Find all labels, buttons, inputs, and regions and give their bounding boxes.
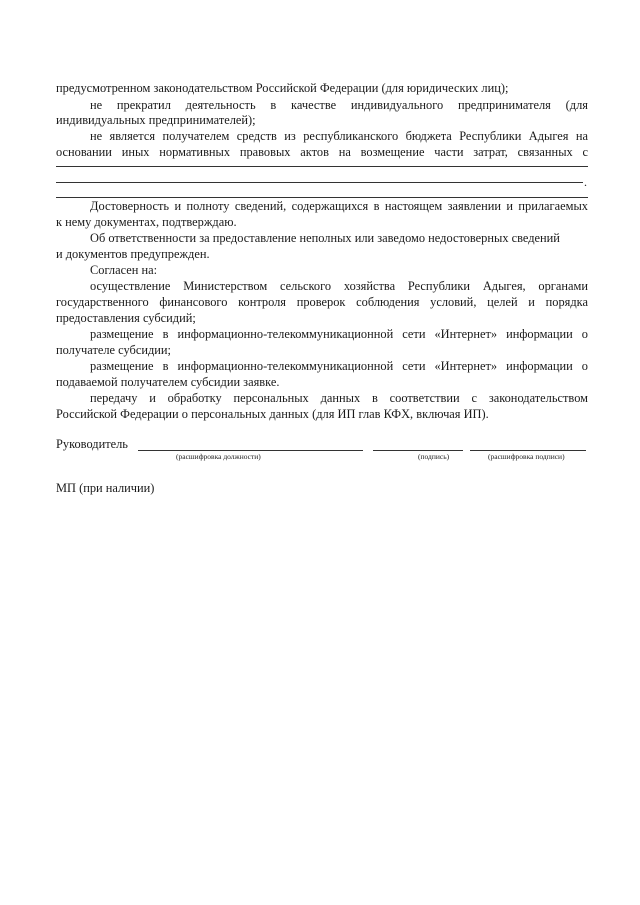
text-line: и документов предупрежден. — [56, 247, 210, 261]
text-line: не прекратил деятельность в качестве индивидуального предпринимателя (для — [90, 98, 588, 112]
position-line — [138, 450, 363, 451]
text-line: размещение в информационно-телекоммуникационной сети «Интернет» информации о — [90, 359, 588, 373]
name-line — [470, 450, 586, 451]
text-line: осуществление Министерством сельского хозяйства Республики Адыгея, органами — [90, 279, 588, 293]
signature-line — [373, 450, 463, 451]
text-line: Достоверность и полноту сведений, содержащихся в настоящем заявлении и прилагаемых — [90, 199, 588, 213]
text-line: не является получателем средств из республиканского бюджета Республики Адыгея на — [90, 129, 588, 143]
caption-name: (расшифровка подписи) — [488, 452, 565, 461]
blank-fill-line — [56, 166, 588, 167]
text-line: предоставления субсидий; — [56, 311, 196, 325]
blank-fill-line — [56, 182, 583, 183]
text-line: государственного финансового контроля проверок соблюдения условий, целей и порядка — [56, 295, 588, 309]
line-end-dot: . — [584, 175, 587, 189]
text-line: подаваемой получателем субсидии заявке. — [56, 375, 280, 389]
text-line: основании иных нормативных правовых актов на возмещение части затрат, связанных с — [56, 145, 588, 159]
text-line: получателе субсидии; — [56, 343, 171, 357]
stamp-note: МП (при наличии) — [56, 481, 155, 495]
text-line: Российской Федерации о персональных данных (для ИП глав КФХ, включая ИП). — [56, 407, 489, 421]
text-line: Согласен на: — [90, 263, 158, 277]
caption-position: (расшифровка должности) — [176, 452, 261, 461]
caption-signature: (подпись) — [418, 452, 450, 461]
text-line: размещение в информационно-телекоммуникационной сети «Интернет» информации о — [90, 327, 588, 341]
text-line: передачу и обработку персональных данных в соответствии с законодательством — [90, 391, 588, 405]
text-line: индивидуальных предпринимателей); — [56, 113, 256, 127]
text-line: предусмотренном законодательством Российской Федерации (для юридических лиц); — [56, 81, 509, 95]
signature-label: Руководитель — [56, 437, 128, 451]
text-line: к нему документах, подтверждаю. — [56, 215, 237, 229]
text-line: Об ответственности за предоставление неполных или заведомо недостоверных сведений — [90, 231, 560, 245]
